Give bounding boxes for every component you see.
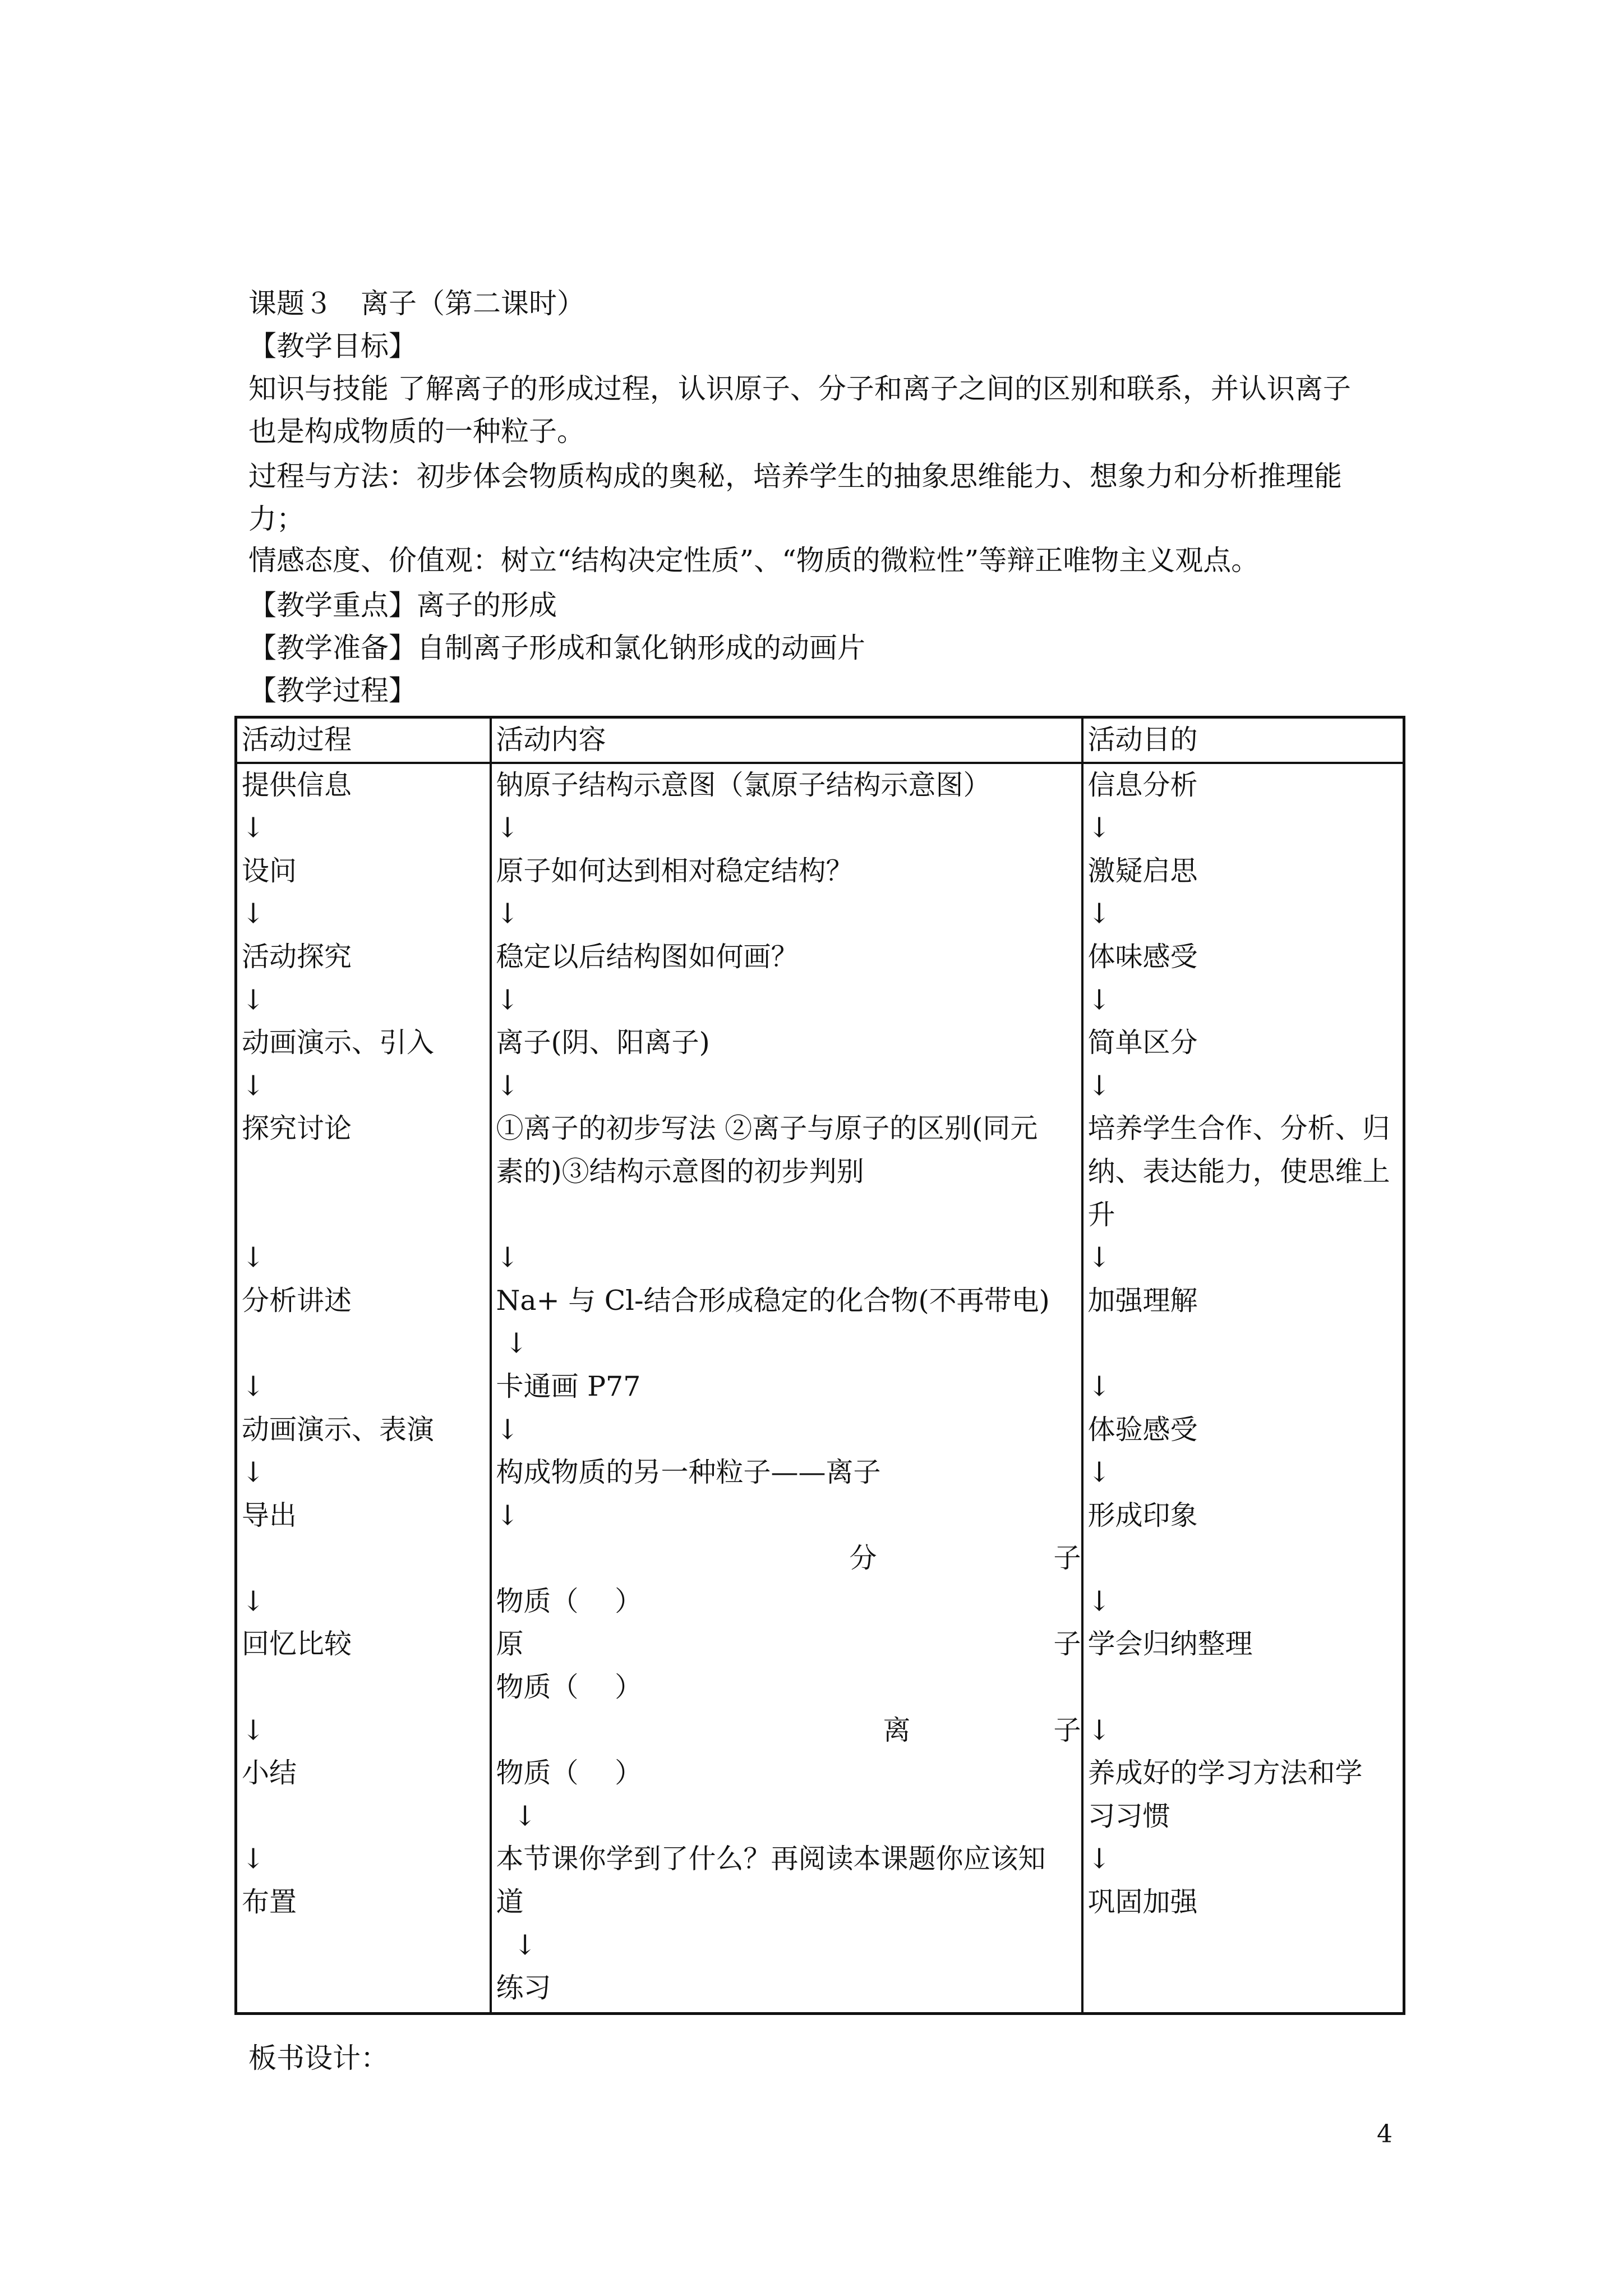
objectives-heading: 【教学目标】 bbox=[248, 330, 417, 362]
blank-line bbox=[1088, 1666, 1403, 1709]
purpose-line: 体味感受 bbox=[1087, 940, 1198, 973]
arrow-down-icon: ↓ bbox=[242, 1456, 265, 1489]
header-cell: 活动目的 bbox=[1082, 717, 1404, 763]
purpose-line: 巩固加强 bbox=[1087, 1886, 1198, 1918]
blank-line bbox=[242, 1795, 490, 1838]
blank-line bbox=[242, 1666, 490, 1709]
arrow-down-icon: ↓ bbox=[496, 1069, 519, 1102]
arrow-down-icon: ↓ bbox=[496, 812, 519, 844]
arrow-down-icon: ↓ bbox=[496, 1413, 519, 1446]
blank-line bbox=[242, 1537, 490, 1580]
objective-emotion: 情感态度、价值观：树立“结构决定性质”、“物质的微粒性”等辩正唯物主义观点。 bbox=[248, 544, 1260, 577]
content-line: 练习 bbox=[496, 1972, 551, 2004]
arrow-down-icon: ↓ bbox=[242, 1585, 265, 1617]
arrow-down-icon: ↓ bbox=[1087, 983, 1111, 1016]
purpose-line: 加强理解 bbox=[1087, 1284, 1198, 1317]
lesson-title: 课题３ 离子（第二课时） bbox=[248, 287, 585, 320]
arrow-down-icon: ↓ bbox=[242, 1370, 265, 1402]
process-step: 活动探究 bbox=[242, 940, 352, 973]
blank-line bbox=[242, 1151, 490, 1194]
content-line: 钠原子结构示意图（氯原子结构示意图） bbox=[496, 769, 991, 801]
process-step: 分析讲述 bbox=[242, 1284, 352, 1317]
arrow-down-icon: ↓ bbox=[496, 1929, 537, 1961]
purpose-line: 养成好的学习方法和学 bbox=[1087, 1757, 1363, 1789]
content-column bbox=[491, 763, 1082, 2014]
content-line: 离子(阴、阳离子) bbox=[496, 1027, 710, 1059]
process-step: 动画演示、表演 bbox=[242, 1413, 435, 1446]
atom-char-1: 原 bbox=[496, 1628, 524, 1660]
content-line: 稳定以后结构图如何画？ bbox=[496, 940, 799, 973]
arrow-down-icon: ↓ bbox=[1087, 1241, 1111, 1274]
arrow-down-icon: ↓ bbox=[496, 1241, 519, 1274]
purpose-line: 激疑启思 bbox=[1087, 854, 1198, 887]
ion-substance: 物质（ ） bbox=[496, 1757, 643, 1789]
content-line: 构成物质的另一种粒子——离子 bbox=[496, 1456, 881, 1489]
content-line: Na+ 与 Cl-结合形成稳定的化合物(不再带电) bbox=[496, 1284, 1050, 1317]
atom-substance: 物质（ ） bbox=[496, 1671, 643, 1704]
arrow-down-icon: ↓ bbox=[496, 983, 519, 1016]
arrow-down-icon: ↓ bbox=[242, 983, 265, 1016]
objective-knowledge: 知识与技能 了解离子的形成过程，认识原子、分子和离子之间的区别和联系，并认识离子 bbox=[248, 372, 1351, 405]
arrow-down-icon: ↓ bbox=[1087, 1370, 1111, 1402]
purpose-line: 形成印象 bbox=[1087, 1499, 1198, 1531]
teaching-process-table bbox=[234, 716, 1405, 2015]
preparation: 【教学准备】自制离子形成和氯化钠形成的动画片 bbox=[248, 632, 865, 664]
atom-char-2: 子 bbox=[1053, 1628, 1081, 1660]
purpose-line: 信息分析 bbox=[1087, 769, 1198, 801]
blank-line bbox=[242, 1194, 490, 1237]
purpose-column bbox=[1082, 763, 1404, 2014]
arrow-down-icon: ↓ bbox=[1087, 1843, 1111, 1875]
arrow-down-icon: ↓ bbox=[1087, 1714, 1111, 1746]
arrow-down-icon: ↓ bbox=[496, 1327, 528, 1360]
ion-char-1: 离 bbox=[883, 1714, 911, 1746]
objective-process-cont: 力； bbox=[248, 503, 305, 535]
arrow-down-icon: ↓ bbox=[242, 1241, 265, 1274]
content-line: 道 bbox=[496, 1886, 524, 1918]
content-line: 卡通画 P77 bbox=[496, 1370, 641, 1402]
arrow-down-icon: ↓ bbox=[1087, 812, 1111, 844]
purpose-line: 简单区分 bbox=[1087, 1027, 1198, 1059]
header-cell: 活动过程 bbox=[236, 717, 491, 763]
content-line: 原子如何达到相对稳定结构？ bbox=[496, 854, 854, 887]
blank-line bbox=[242, 1322, 490, 1365]
arrow-down-icon: ↓ bbox=[242, 1843, 265, 1875]
arrow-down-icon: ↓ bbox=[496, 1499, 519, 1531]
purpose-line: 习习惯 bbox=[1087, 1800, 1170, 1832]
arrow-down-icon: ↓ bbox=[1087, 1069, 1111, 1102]
purpose-line: 纳、表达能力，使思维上 bbox=[1087, 1155, 1390, 1188]
process-step: 设问 bbox=[242, 854, 297, 887]
content-line: 本节课你学到了什么？再阅读本课题你应该知 bbox=[496, 1843, 1046, 1875]
molecule-substance: 物质（ ） bbox=[496, 1585, 643, 1617]
blank-line bbox=[1088, 1322, 1403, 1365]
arrow-down-icon: ↓ bbox=[496, 1800, 537, 1832]
arrow-down-icon: ↓ bbox=[242, 1714, 265, 1746]
process-step: 回忆比较 bbox=[242, 1628, 352, 1660]
molecule-char-2: 子 bbox=[1053, 1542, 1081, 1575]
arrow-down-icon: ↓ bbox=[1087, 1585, 1111, 1617]
arrow-down-icon: ↓ bbox=[1087, 1456, 1111, 1489]
molecule-char-1: 分 bbox=[849, 1542, 877, 1575]
arrow-down-icon: ↓ bbox=[496, 898, 519, 930]
arrow-down-icon: ↓ bbox=[242, 812, 265, 844]
board-design-label: 板书设计： bbox=[248, 2042, 389, 2074]
header-cell: 活动内容 bbox=[491, 717, 1082, 763]
page-number: 4 bbox=[1377, 2120, 1393, 2148]
process-step: 小结 bbox=[242, 1757, 297, 1789]
process-step: 导出 bbox=[242, 1499, 297, 1531]
objective-process: 过程与方法：初步体会物质构成的奥秘，培养学生的抽象思维能力、想象力和分析推理能 bbox=[248, 460, 1342, 493]
process-step: 动画演示、引入 bbox=[242, 1027, 435, 1059]
arrow-down-icon: ↓ bbox=[1087, 898, 1111, 930]
blank-line bbox=[496, 1194, 1081, 1237]
table-header-row bbox=[236, 717, 1404, 763]
content-line: ①离子的初步写法 ②离子与原子的区别(同元 bbox=[496, 1112, 1038, 1145]
process-column bbox=[236, 763, 491, 2014]
process-heading: 【教学过程】 bbox=[248, 674, 417, 707]
purpose-line: 体验感受 bbox=[1087, 1413, 1198, 1446]
blank-line bbox=[1088, 1537, 1403, 1580]
objective-knowledge-cont: 也是构成物质的一种粒子。 bbox=[248, 415, 585, 448]
purpose-line: 学会归纳整理 bbox=[1087, 1628, 1253, 1660]
atom-line bbox=[496, 1623, 1081, 1666]
ion-char-2: 子 bbox=[1053, 1714, 1081, 1746]
table-body-row bbox=[236, 763, 1404, 2014]
arrow-down-icon: ↓ bbox=[242, 898, 265, 930]
purpose-line: 升 bbox=[1087, 1198, 1115, 1231]
ion-line bbox=[496, 1709, 1081, 1752]
process-step: 布置 bbox=[242, 1886, 297, 1918]
process-step: 提供信息 bbox=[242, 769, 352, 801]
arrow-down-icon: ↓ bbox=[242, 1069, 265, 1102]
key-point: 【教学重点】离子的形成 bbox=[248, 589, 557, 622]
process-step: 探究讨论 bbox=[242, 1112, 352, 1145]
content-line: 素的)③结构示意图的初步判别 bbox=[496, 1155, 864, 1188]
molecule-line bbox=[496, 1537, 1081, 1580]
purpose-line: 培养学生合作、分析、归 bbox=[1087, 1112, 1390, 1145]
